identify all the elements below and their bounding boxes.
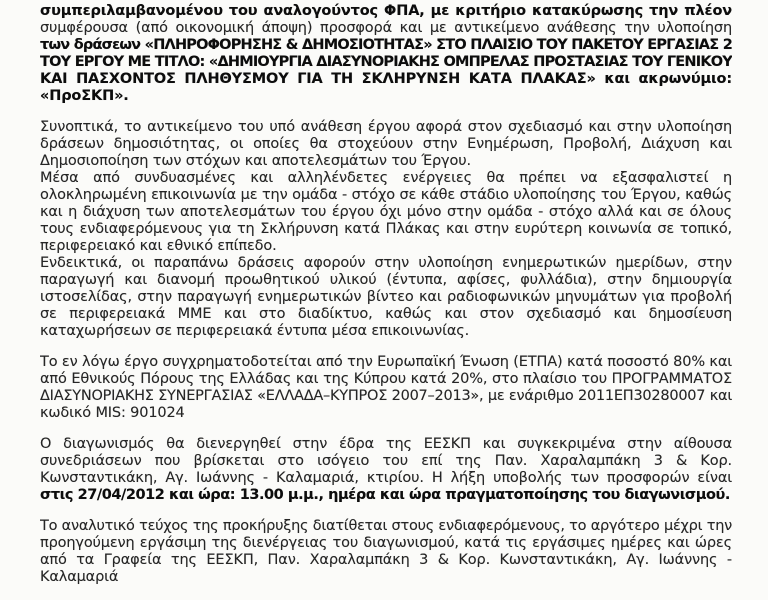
text-line: προηγούμενη εργάσιμη της διενέργειας του διαγωνισμού, κατά τις εργάσιμες ημέρες και ώρες <box>40 535 732 551</box>
text-line: συμπεριλαμβανομένου του αναλογούντος ΦΠΑ, με κριτήριο κατακύρωσης την πλέον <box>40 3 732 19</box>
paragraph <box>40 119 732 340</box>
text-line: σε περιφερειακά ΜΜΕ και στο διαδίκτυο, καθώς και στον σχεδιασμό και δημοσίευση <box>40 306 732 322</box>
text-line: Κωνσταντικάκη, Αγ. Ιωάννης - Καλαμαριά, κτιρίου. Η λήξη υποβολής των προσφορών είναι <box>40 470 732 486</box>
text-line: από Εθνικούς Πόρους της Ελλάδας και της Κύπρου κατά 20%, στο πλαίσιο του ΠΡΟΓΡΑΜΜΑΤΟΣ <box>40 371 732 387</box>
text-line: Δημοσιοποίηση των στόχων και αποτελεσμάτων του Έργου. <box>40 153 471 169</box>
paragraph <box>40 3 732 105</box>
text-line: τους ενδιαφερόμενους για τη Σκλήρυνση κατά Πλάκας και στην ευρύτερη κοινωνία σε τοπικό, <box>40 221 732 237</box>
text-line: ολοκληρωμένη επικοινωνία με την ομάδα - στόχο σε κάθε στάδιο υλοποίησης του Έργου, καθώς <box>40 187 732 203</box>
text-line: και η διάχυση των αποτελεσμάτων του έργου όχι μόνο στην ομάδα - στόχο αλλά και σε όλους <box>40 204 732 220</box>
text-line: καταχωρήσεων σε περιφερειακά έντυπα μέσα επικοινωνίας. <box>40 323 470 339</box>
text-line: συμφέρουσα (από οικονομική άποψη) προσφορά και με αντικείμενο ανάθεσης την υλοποίηση <box>40 20 732 36</box>
text-line: ΚΑΙ ΠΑΣΧΟΝΤΟΣ ΠΛΗΘΥΣΜΟΥ ΓΙΑ ΤΗ ΣΚΛΗΡΥΝΣΗ ΚΑΤΑ ΠΛΑΚΑΣ» και ακρωνύμιο: <box>40 71 732 87</box>
text-line: Καλαμαριά <box>40 569 119 585</box>
text-line: των δράσεων «ΠΛΗΡΟΦΟΡΗΣΗΣ & ΔΗΜΟΣΙΟΤΗΤΑΣ» ΣΤΟ ΠΛΑΙΣΙΟ ΤΟΥ ΠΑΚΕΤΟΥ ΕΡΓΑΣΙΑΣ 2 <box>40 37 732 53</box>
text-line: συνεδριάσεων που βρίσκεται στο ισόγειο του επί της Παν. Χαραλαμπάκη 3 & Κορ. <box>40 453 732 469</box>
text-line: Το εν λόγω έργο συγχρηματοδοτείται από την Ευρωπαϊκή Ένωση (ΕΤΠΑ) κατά ποσοστό 80% και <box>40 354 732 370</box>
text-line: Μέσα από συνδυασμένες και αλληλένδετες ενέργειες θα πρέπει να εξασφαλιστεί η <box>40 170 732 186</box>
text-line: από τα Γραφεία της ΕΕΣΚΠ, Παν. Χαραλαμπάκη 3 & Κορ. Κωνσταντικάκη, Αγ. Ιωάννης - <box>40 552 732 568</box>
text-line: Ο διαγωνισμός θα διενεργηθεί στην έδρα της ΕΕΣΚΠ και συγκεκριμένα στην αίθουσα <box>40 436 732 452</box>
text-line: παραγωγή και διανομή προωθητικού υλικού (έντυπα, αφίσες, φυλλάδια), στην δημιουργία <box>40 272 732 288</box>
text-line: ιστοσελίδας, στην παραγωγή ενημερωτικών βίντεο και ραδιοφωνικών μηνυμάτων για προβολή <box>40 289 732 305</box>
text-line: ΔΙΑΣΥΝΟΡΙΑΚΗΣ ΣΥΝΕΡΓΑΣΙΑΣ «ΕΛΛΑΔΑ–ΚΥΠΡΟΣ 2007–2013», με ενάριθμο 2011ΕΠ30280007 και <box>40 388 732 404</box>
text-line: στις 27/04/2012 και ώρα: 13.00 μ.μ., ημέρα και ώρα πραγματοποίησης του διαγωνισμού. <box>40 487 730 503</box>
document-page <box>40 3 732 600</box>
text-line: δράσεων δημοσιότητας, οι οποίες θα στοχεύουν στην Ενημέρωση, Προβολή, Διάχυση και <box>40 136 732 152</box>
text-line: ΤΟΥ ΕΡΓΟΥ ΜΕ ΤΙΤΛΟ: «ΔΗΜΙΟΥΡΓΙΑ ΔΙΑΣΥΝΟΡΙΑΚΗΣ ΟΜΠΡΕΛΑΣ ΠΡΟΣΤΑΣΙΑΣ ΤΟΥ ΓΕΝΙΚΟΥ <box>40 54 732 70</box>
text-line: περιφερειακό και εθνικό επίπεδο. <box>40 238 277 254</box>
text-line: κωδικό MIS: 901024 <box>40 405 185 421</box>
paragraph <box>40 436 732 504</box>
text-line: Ενδεικτικά, οι παραπάνω δράσεις αφορούν στην υλοποίηση ενημερωτικών ημερίδων, στην <box>40 255 732 271</box>
paragraph <box>40 354 732 422</box>
text-line: Το αναλυτικό τεύχος της προκήρυξης διατίθεται στους ενδιαφερόμενους, το αργότερο μέχρι την <box>40 518 732 534</box>
text-line: «ΠροΣΚΠ». <box>40 88 129 104</box>
text-line: Συνοπτικά, το αντικείμενο του υπό ανάθεση έργου αφορά στον σχεδιασμό και στην υλοποίηση <box>40 119 732 135</box>
